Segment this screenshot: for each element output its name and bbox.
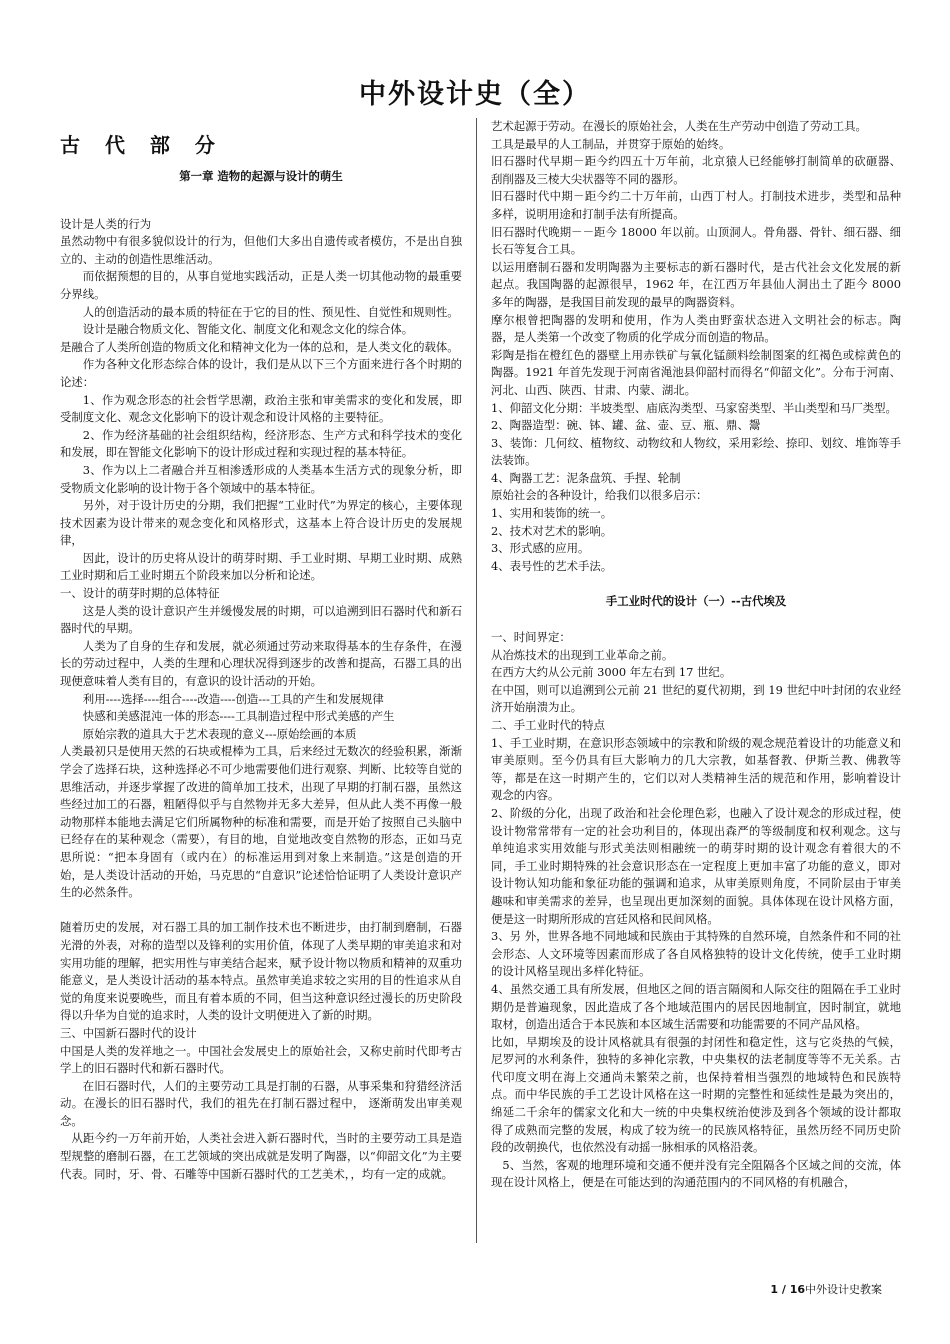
paragraph: 旧石器时代晚期－－距今 18000 年以前。山顶洞人。骨角器、骨针、细石器、细长石等复合工具。	[491, 224, 901, 257]
section-title: 手工业时代的设计（一）--古代埃及	[605, 594, 787, 609]
part-title: 古 代 部 分	[60, 133, 224, 157]
paragraph: 比如，早期埃及的设计风格就具有很强的封闭性和稳定性，这与它炎热的气候，尼罗河的水利条件，独特的多神化宗教，中央集权的法老制度等等不无关系。古代印度文明在海上交通尚未繁荣之前，也保持着相当强烈的地域特色和民族特点。而中华民族的手工艺设计风格在这一时期的完整性和延续性是最为突出的，绵延二千余年的儒家文化和大一统的中央集权统治使涉及到各个领域的设计都取得了成熟而完整的发展，构成了较为统一的民族风格特征，虽然历经不同历史阶段的改朝换代，也依然没有动摇一脉相承的风格沿袭。	[491, 1034, 901, 1155]
rule-line: 原始宗教的道具大于艺术表现的意义---原始绘画的本质	[82, 726, 357, 741]
paragraph: 在中国，则可以追溯到公元前 21 世纪的夏代初期，到 19 世纪中叶封闭的农业经济开始崩溃为止。	[491, 682, 901, 715]
paragraph: 从冶炼技术的出现到工业革命之前。	[491, 647, 674, 662]
paragraph: 中国是人类的发祥地之一。中国社会发展史上的原始社会，又称史前时代即考古学上的旧石器时代和新石器时代。	[60, 1043, 462, 1076]
paragraph: 1、作为观念形态的社会哲学思潮，政治主张和审美需求的变化和发展，即受制度文化、观念文化影响下的设计观念和设计风格的主要特征。	[60, 392, 462, 425]
paragraph: 在西方大约从公元前 3000 年左右到 17 世纪。	[491, 665, 732, 680]
list-item: 2、陶器造型：碗、钵、罐、盆、壶、豆、瓶、鼎、鬶	[491, 418, 761, 433]
section-heading: 一、时间界定：	[491, 630, 571, 645]
paragraph: 摩尔根曾把陶器的发明和使用，作为人类由野蛮状态进入文明社会的标志。陶器，是人类第一个改变了物质的化学成分而创造的物品。	[491, 312, 901, 345]
paragraph: 人类为了自身的生存和发展，就必须通过劳动来取得基本的生存条件，在漫长的劳动过程中，人类的生理和心理状况得到逐步的改善和提高，石器工具的出现便意味着人类有目的，有意识的设计活动的开始。	[60, 638, 462, 689]
paragraph: 人类最初只是使用天然的石块或棍棒为工具，后来经过无数次的经验积累，渐渐学会了选择石块，这种选择必不可少地需要他们进行观察、判断、比较等自觉的思维活动，并逐步掌握了改进的简单加工技术，出现了早期的打制石器，虽然这些经过加工的石器，粗陋得似乎与自然物并无多大差异，但从此人类不再像一般动物那样本能地去满足它们所属物种的标准和需要，而是开始了按照自己头脑中已经存在的某种观念（需要），有目的地，自觉地改变自然物的形态，正如马克思所说：“把本身固有（或内在）的标准运用到对象上来制造。”这是创造的开始，是人类设计活动的开始，马克思的“自意识”论述恰恰证明了人类设计意识产生的必然条件。	[60, 744, 462, 900]
paragraph: 随着历史的发展，对石器工具的加工制作技术也不断进步，由打制到磨制，石器光滑的外表，对称的造型以及锋利的实用价值，体现了人类早期的审美追求和对实用功能的理解，把实用性与审美结合起来，赋予设计物以物质和精神的双重功能意义，是人类设计活动的基本特点。虽然审美追求较之实用的目的性追求从自觉的角度来说要晚些，而且有着本质的不同，但当这种意识经过漫长的历史阶段得以升华为自觉的追求时，人类的设计文明便进入了新的时期。	[60, 920, 462, 1023]
paragraph: 设计是人类的行为	[60, 216, 152, 231]
paragraph: 从距今约一万年前开始，人类社会进入新石器时代，当时的主要劳动工具是造型规整的磨制石器，在工艺领域的突出成就是发明了陶器，以“仰韶文化”为主要代表。同时，牙、骨、石雕等中国新石器时代的工艺美术，，均有一定的成就。	[60, 1131, 462, 1181]
column-divider	[476, 118, 477, 1243]
chapter-heading: 第一章 造物的起源与设计的萌生	[179, 169, 343, 183]
page-footer	[770, 1281, 882, 1297]
section-heading: 二、手工业时代的特点	[491, 718, 605, 732]
paragraph: 是融合了人类所创造的物质文化和精神文化为一体的总和，是人类文化的载体。	[60, 339, 459, 354]
rule-line: 利用----选择----组合----改造----创造---工具的产生和发展规律	[82, 691, 384, 706]
paragraph: 3、作为以上二者融合并互相渗透形成的人类基本生活方式的现象分析，即受物质文化影响的设计物于各个领域中的基本特征。	[60, 462, 462, 495]
list-item: 4、陶器工艺：泥条盘筑、手捏、轮制	[491, 470, 681, 485]
paragraph: 彩陶是指在橙红色的器壁上用赤铁矿与氧化锰颜料绘制图案的红褐色或棕黄色的陶器。1921 年首先发现于河南省渑池县仰韶村而得名“仰韶文化”。分布于河南、河北、山西、陕西、甘肃、内蒙、湖北。	[491, 347, 901, 397]
paragraph: 因此，设计的历史将从设计的萌芽时期、手工业时期、早期工业时期、成熟工业时期和后工业时期五个阶段来加以分析和论述。	[60, 550, 462, 583]
paragraph: 3、另 外，世界各地不同地域和民族由于其特殊的自然环境，自然条件和不同的社会形态、人文环境等因素而形成了各自风格独特的设计文化传统，使手工业时期的设计风格呈现出多样化特征。	[491, 929, 901, 979]
paragraph: 这是人类的设计意识产生并缓慢发展的时期，可以追溯到旧石器时代和新石器时代的早期。	[60, 603, 462, 636]
paragraph: 工具是最早的人工制品，并贯穿于原始的始终。	[491, 136, 731, 151]
list-item: 1、实用和装饰的统一。	[491, 506, 613, 521]
paragraph: 5、当然，客观的地理环境和交通不便并没有完全阻隔各个区域之间的交流，体现在设计风格上，便是在可能达到的沟通范围内的不同风格的有机融合，	[491, 1157, 901, 1190]
list-item: 1、仰韶文化分期：半坡类型、庙底沟类型、马家窑类型、半山类型和马厂类型。	[491, 400, 897, 415]
paragraph: 旧石器时代早期－距今约四五十万年前，北京猿人已经能够打制简单的砍砸器、刮削器及三棱大尖状器等不同的器形。	[491, 154, 901, 186]
paragraph: 旧石器时代中期－距今约二十万年前，山西丁村人。打制技术进步，类型和品种多样，说明用途和打制手法有所提高。	[491, 189, 901, 221]
paragraph: 原始社会的各种设计，给我们以很多启示：	[491, 488, 708, 503]
paragraph: 而依据预想的目的，从事自觉地实践活动，正是人类一切其他动物的最重要分界线。	[60, 269, 462, 301]
paragraph: 人的创造活动的最本质的特征在于它的目的性、预见性、自觉性和规则性。	[82, 304, 459, 319]
list-item: 3、装饰：几何纹、植物纹、动物纹和人物纹，采用彩绘、捺印、划纹、堆饰等手法装饰。	[491, 435, 901, 468]
paragraph: 2、作为经济基础的社会组织结构，经济形态、生产方式和科学技术的变化和发展，即在智能文化影响下的设计形成过程和实现过程的基本特征。	[60, 427, 462, 460]
paragraph: 作为各种文化形态综合体的设计，我们是从以下三个方面来进行各个时期的论述：	[60, 357, 462, 389]
paragraph: 另外，对于设计历史的分期，我们把握“工业时代”为界定的核心，主要体现技术因素为设计带来的观念变化和风格形式，这基本上符合设计历史的发展规律，	[60, 498, 462, 548]
section-heading: 一、设计的萌芽时期的总体特征	[60, 586, 220, 601]
page-number: 1 / 16	[770, 1283, 805, 1296]
paragraph: 设计是融合物质文化、智能文化、制度文化和观念文化的综合体。	[82, 322, 414, 337]
paragraph: 艺术起源于劳动。在漫长的原始社会，人类在生产劳动中创造了劳动工具。	[491, 119, 867, 133]
list-item: 2、技术对艺术的影响。	[491, 523, 613, 538]
list-item: 4、表号性的艺术手法。	[491, 558, 613, 573]
paragraph: 虽然动物中有很多貌似设计的行为，但他们大多出自遗传或者模仿，不是出自独立的、主动的创造性思维活动。	[60, 234, 462, 266]
paragraph: 在旧石器时代，人们的主要劳动工具是打制的石器，从事采集和狩猎经济活动。在漫长的旧石器时代，我们的祖先在打制石器过程中， 逐渐萌发出审美观念。	[60, 1078, 462, 1128]
rule-line: 快感和美感混沌一体的形态----工具制造过程中形式美感的产生	[82, 709, 395, 724]
paragraph: 1、手工业时期，在意识形态领域中的宗教和阶级的观念规范着设计的功能意义和审美原则。至今仍具有巨大影响力的几大宗教，如基督教、伊斯兰教、佛教等等，都是在这一时期产生的，它们以对人类精神生活的规范和作用，影响着设计观念的内容。	[491, 735, 901, 803]
section-heading: 三、中国新石器时代的设计	[60, 1025, 197, 1040]
footer-text: 中外设计史教案	[805, 1283, 882, 1296]
document-title: 中外设计史（全）	[359, 79, 591, 110]
paragraph: 2、阶级的分化，出现了政治和社会伦理色彩，也融入了设计观念的形成过程，使设计物常常带有一定的社会功利目的，体现出森严的等级制度和权利观念。这与单纯追求实用效能与形式美法则相融统一的萌芽时期的设计观念有着很大的不同，手工业时期特殊的社会意识形态在一定程度上更加丰富了功能的意义，即对设计物认知功能和象征功能的强调和追求，从审美原则角度，不同阶层由于审美趣味和审美需求的差异，也呈现出更加深刻的面貌。具体体现在设计风格方面，便是这一时期所形成的宫廷风格和民间风格。	[491, 805, 901, 926]
right-column	[491, 118, 901, 1248]
paragraph: 4、虽然交通工具有所发展，但地区之间的语言隔阂和人际交往的阻隔在手工业时期仍是普遍现象，因此造成了各个地域范围内的居民因地制宜，因时制宜，就地取材，创造出适合于本民族和本区域生活需要和功能需要的不同产品风格。	[491, 981, 901, 1032]
paragraph: 以运用磨制石器和发明陶器为主要标志的新石器时代，是古代社会文化发展的新起点。我国陶器的起源很早，1962 年，在江西万年县仙人洞出土了距今 8000 多年的陶器，是我国目前发现的最早的陶器资料。	[491, 259, 901, 309]
list-item: 3、形式感的应用。	[491, 541, 590, 556]
left-column	[60, 118, 462, 1248]
